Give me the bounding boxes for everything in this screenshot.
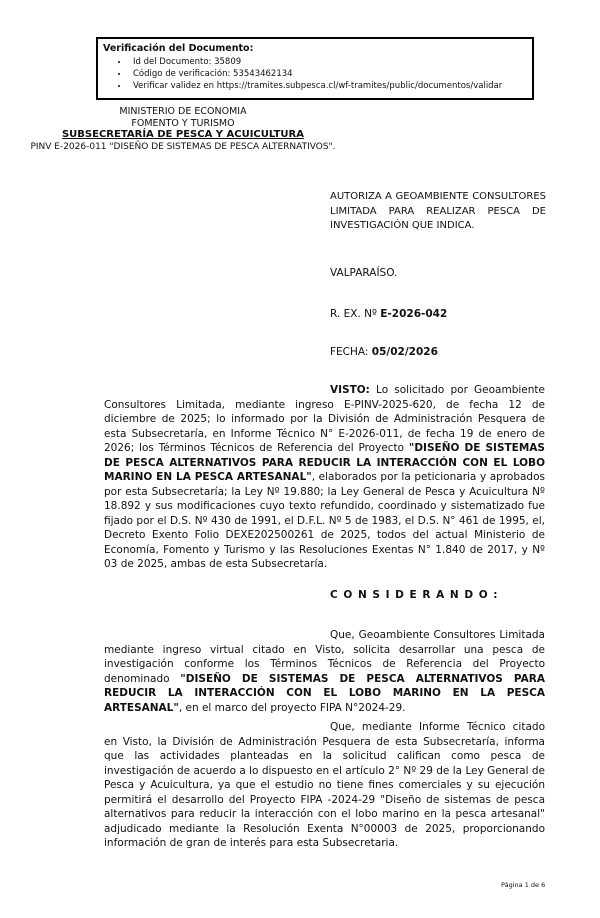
que1-text-2: , en el marco del proyecto FIPA N°2024-29. <box>178 701 406 714</box>
date-value: 05/02/2026 <box>371 346 438 358</box>
visto-text-1: Lo solicitado por Geoambiente Consultores Limitada, mediante ingreso E-PINV-2025-620, de fecha 12 de diciembre de 2025; lo informado por la División de Administración Pesquera de esta Subsecretaría, en Informe Técnico N° E-2026-011, de fecha 19 de enero de 2026; los Términos Técnicos de Referencia del Proyecto <box>104 384 545 454</box>
document-body <box>104 383 545 851</box>
visto-text-2: , elaborados por la peticionaria y aprobados por esta Subsecretaría; la Ley Nº 19.880; la Ley General de Pesca y Acuicultura Nº 18.892 y sus modificaciones cuyo texto refundido, coordinado y sistematizado fue fijado por el D.S. Nº 430 de 1991, el D.F.L. Nº 5 de 1983, el D.S. N° 461 de 1995, el, Decreto Exento Folio DEXE202500261 de 2025, todos del actual Ministerio de Economía, Fomento y Turismo y las Resoluciones Exentas N° 1.840 de 2017, y Nº 03 de 2025, ambas de esta Subsecretaría. <box>104 471 545 570</box>
verification-title: Verificación del Documento: <box>103 43 254 54</box>
verification-box <box>96 37 534 100</box>
date-prefix: FECHA: <box>330 346 372 358</box>
resolution-prefix: R. EX. Nº <box>330 308 381 320</box>
que1-project-title: "DISEÑO DE SISTEMAS DE PESCA ALTERNATIVOS PARA REDUCIR LA INTERACCIÓN CON EL LOBO MARINO EN LA PESCA ARTESANAL" <box>104 672 545 714</box>
subject-statement: AUTORIZA A GEOAMBIENTE CONSULTORES LIMITADA PARA REALIZAR PESCA DE INVESTIGACIÓN QUE INDICA. <box>330 191 546 231</box>
considerando-heading: C O N S I D E R A N D O : <box>330 588 499 601</box>
ministry-line-1: MINISTERIO DE ECONOMIA <box>119 106 247 117</box>
place-line: VALPARAÍSO. <box>330 267 398 279</box>
verification-list <box>103 56 528 92</box>
letterhead <box>24 106 342 153</box>
project-reference-line: PINV E-2026-011 "DISEÑO DE SISTEMAS DE PESCA ALTERNATIVOS". <box>30 141 336 152</box>
considerando-paragraph-1 <box>104 628 545 715</box>
visto-project-title: "DISEÑO DE SISTEMAS DE PESCA ALTERNATIVOS PARA REDUCIR LA INTERACCIÓN CON EL LOBO MARINO EN LA PESCA ARTESANAL" <box>104 442 545 483</box>
resolution-number-line <box>330 308 447 320</box>
verification-item-id: • Id del Documento: 35809 <box>129 56 528 68</box>
date-line <box>330 346 438 358</box>
page-number: Página 1 de 6 <box>501 881 546 889</box>
que1-text-1: Que, Geoambiente Consultores Limitada mediante ingreso virtual citado en Visto, solicita desarrollar una pesca de investigación conforme los Términos Técnicos de Referencia del Proyecto denominado <box>104 629 545 685</box>
subsecretaria-line: SUBSECRETARÍA DE PESCA Y ACUICULTURA <box>61 129 304 140</box>
visto-paragraph <box>104 383 545 572</box>
verification-item-url: • Verificar validez en https://tramites.subpesca.cl/wf-tramites/public/documentos/validar <box>129 80 528 92</box>
verification-item-code: • Código de verificación: 53543462134 <box>129 68 528 80</box>
considerando-paragraph-2: Que, mediante Informe Técnico citado en Visto, la División de Administración Pesquera de esta Subsecretaría, informa que las actividades planteadas en la solicitud califican como pesca de investigación de acuerdo a lo dispuesto en el artículo 2° Nº 29 de la Ley General de Pesca y Acuicultura, ya que el estudio no tiene fines comerciales y su ejecución permitirá el desarrollo del Proyecto FIPA -2024-29 "Diseño de sistemas de pesca alternativos para reducir la interacción con el lobo marino en la pesca artesanal" adjudicado mediante la Resolución Exenta N°00003 de 2025, proporcionando información de gran de interés para esta Subsecretaria. <box>104 721 545 849</box>
visto-label: VISTO: <box>330 384 370 396</box>
resolution-number: E-2026-042 <box>380 308 448 320</box>
ministry-line-2: FOMENTO Y TURISMO <box>131 117 235 129</box>
